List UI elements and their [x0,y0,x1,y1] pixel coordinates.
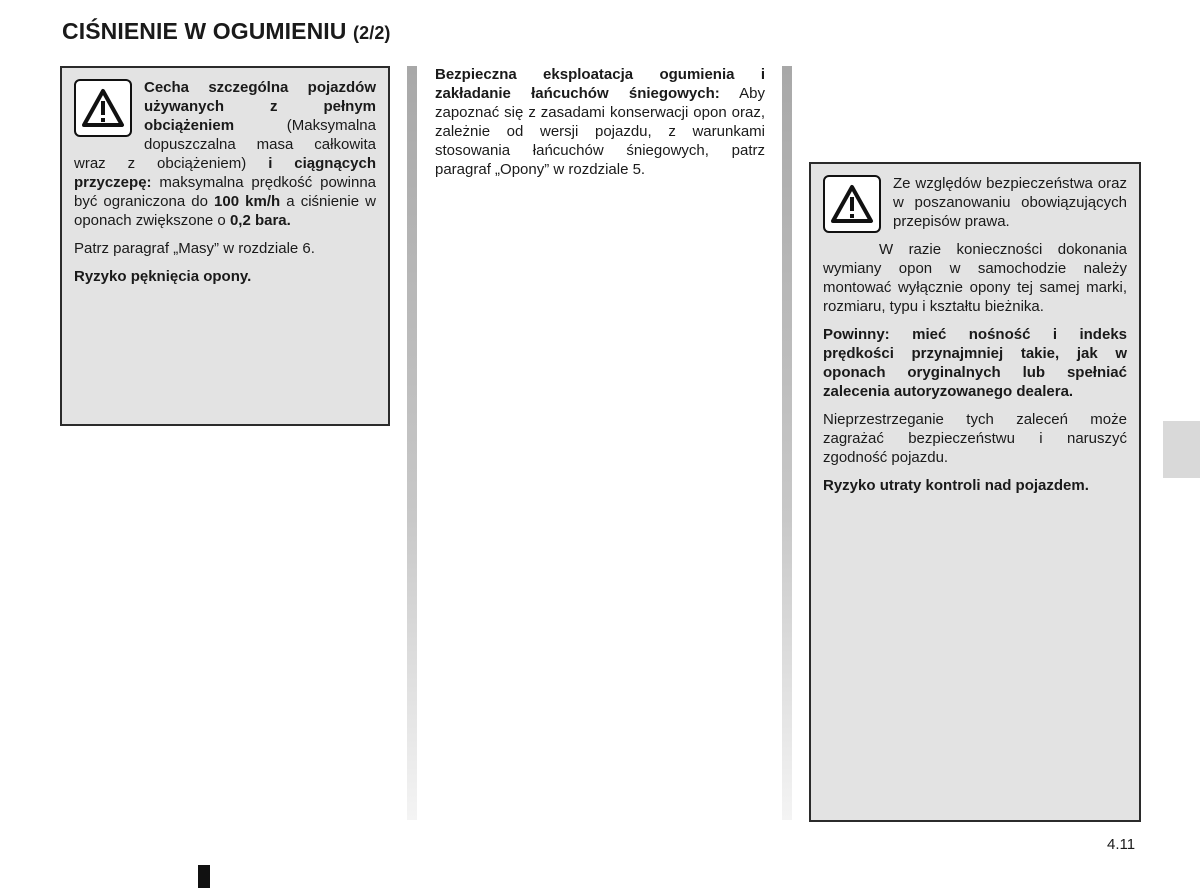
warning-box-replacement [809,162,1141,822]
crop-mark [198,865,210,888]
column-divider-left [407,66,417,820]
load-warning-trailer: i ciągnących przyczepę: [74,155,376,191]
load-warning-speed-value: 100 km/h [214,193,281,210]
masses-reference: Patrz paragraf „Masy” w rozdziale 6. [74,240,315,257]
noncompliance-text: Nieprzestrzeganie tych zaleceń może zagrażać bezpieczeństwu i naruszyć zgodność pojazdu. [823,411,1127,466]
load-warning-pressure-text: a ciśnienie w oponach zwiększone o [74,193,376,229]
page-number: 4.11 [1107,836,1136,853]
load-warning-speed-text: maksymalna prędkość powinna być ograniczona do [74,174,376,210]
chapter-thumb-tab [1163,421,1200,478]
tyre-maintenance-paragraph [435,65,765,179]
page-title-text: CIŚNIENIE W OGUMIENIU [62,18,347,44]
page-title-suffix: (2/2) [353,23,391,43]
warning-triangle-icon [823,175,881,233]
requirements-text: Powinny: mieć nośność i indeks prędkości przynajmniej takie, jak w oponach oryginalnych lub spełniać zalecenia autoryzowanego dealera. [823,326,1127,400]
load-warning-definition: (Maksymalna dopuszczalna masa całkowita wraz z obciążeniem) [74,117,376,172]
warning-box-load [60,66,390,426]
tyre-maintenance-body: Aby zapoznać się z zasadami konserwacji opon oraz, zależnie od wersji pojazdu, z warunkami stosowania łańcuchów śniegowych, patrz paragraf „Opony” w rozdziale 5. [435,85,765,178]
safety-regulation-text: Ze względów bezpieczeństwa oraz w poszanowaniu obowiązujących przepisów prawa. [893,175,1127,230]
column-divider-right [782,66,792,820]
tyre-maintenance-heading: Bezpieczna eksploatacja ogumienia i zakładanie łańcuchów śniegowych: [435,66,765,102]
load-warning-heading: Cecha szczególna pojazdów używanych z pełnym obciążeniem [144,79,376,134]
load-warning-pressure-value: 0,2 bara. [229,212,291,229]
replacement-rule-text: W razie konieczności dokonania wymiany opon w samochodzie należy montować wyłącznie opony tej samej marki, rozmiaru, typu i kształtu bieżnika. [823,241,1127,315]
tyre-burst-risk: Ryzyko pęknięcia opony. [74,268,252,285]
warning-triangle-icon [74,79,132,137]
page-title [62,18,391,45]
loss-of-control-risk: Ryzyko utraty kontroli nad pojazdem. [823,477,1089,494]
